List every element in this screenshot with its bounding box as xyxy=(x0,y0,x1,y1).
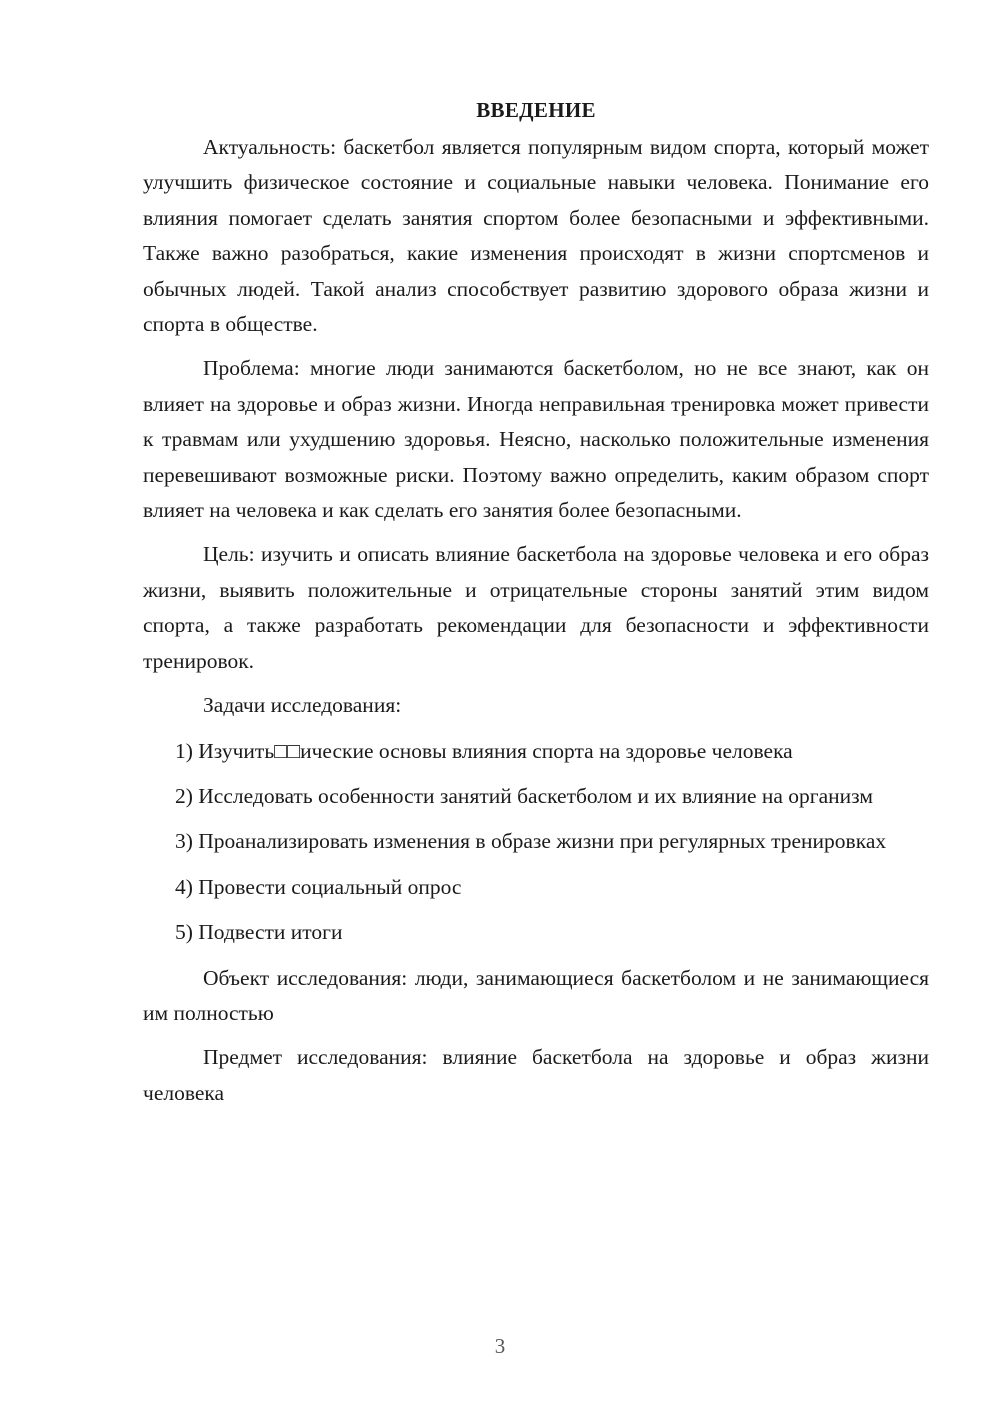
document-title: ВВЕДЕНИЕ xyxy=(476,98,596,122)
task-item-2: 2) Исследовать особенности занятий баскетболом и их влияние на организм xyxy=(175,783,873,808)
task-item-4: 4) Провести социальный опрос xyxy=(175,874,462,899)
page-number: 3 xyxy=(494,1334,506,1358)
task-item-5: 5) Подвести итоги xyxy=(175,920,343,945)
relevance-paragraph: Актуальность: баскетбол является популярным видом спорта, который может улучшить физическое состояние и социальные навыки человека. Понимание его влияния помогает сделать занятия спортом более безопасными и эффективными. Также важно разобраться, какие изменения происходят в жизни спортсменов и обычных людей. Такой анализ способствует развитию здорового образа жизни и спорта в обществе. xyxy=(143,135,929,337)
problem-paragraph: Проблема: многие люди занимаются баскетболом, но не все знают, как он влияет на здоровье и образ жизни. Иногда неправильная тренировка может привести к травмам или ухудшению здоровья. Неясно, насколько положительные изменения перевешивают возможные риски. Поэтому важно определить, каким образом спорт влияет на человека и как сделать его занятия более безопасными. xyxy=(143,356,929,523)
object-paragraph: Объект исследования: люди, занимающиеся баскетболом и не занимающиеся им полностью xyxy=(143,965,929,1025)
task-item-3: 3) Проанализировать изменения в образе жизни при регулярных тренировках xyxy=(175,829,887,854)
goal-paragraph: Цель: изучить и описать влияние баскетбола на здоровье человека и его образ жизни, выявить положительные и отрицательные стороны занятий этим видом спорта, а также разработать рекомендации для безопасности и эффективности тренировок. xyxy=(143,542,929,673)
document-page xyxy=(143,92,929,1120)
task-item-1: 1) Изучить□□ические основы влияния спорта на здоровье человека xyxy=(175,738,793,763)
subject-paragraph: Предмет исследования: влияние баскетбола на здоровье и образ жизни человека xyxy=(143,1045,929,1105)
tasks-heading: Задачи исследования: xyxy=(203,693,402,718)
